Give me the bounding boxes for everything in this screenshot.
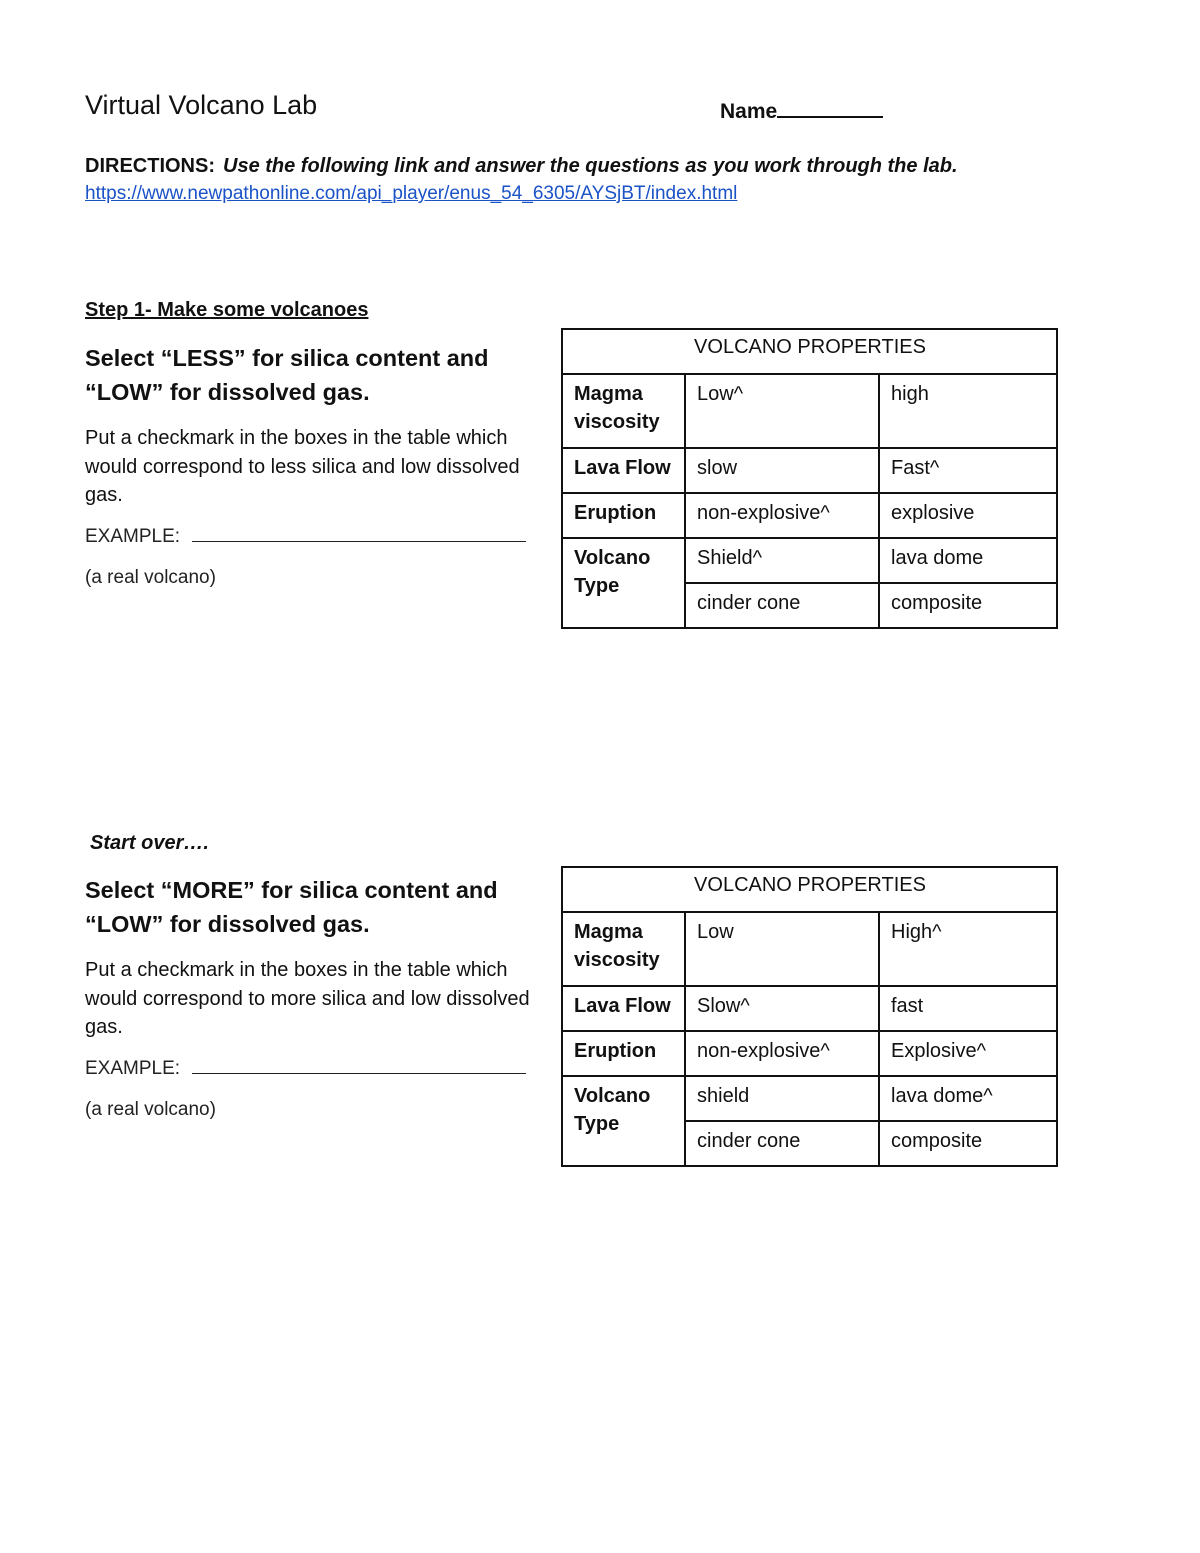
- table-cell[interactable]: explosive: [879, 493, 1057, 538]
- table-cell[interactable]: Low: [685, 912, 879, 986]
- table-cell[interactable]: fast: [879, 986, 1057, 1031]
- start-over-label: Start over….: [90, 832, 209, 854]
- row-label-lava-flow: Lava Flow: [562, 986, 685, 1031]
- row-label-lava-flow: Lava Flow: [562, 448, 685, 493]
- table-header: VOLCANO PROPERTIES: [562, 329, 1057, 374]
- example-blank[interactable]: [192, 527, 526, 542]
- row-label-eruption: Eruption: [562, 493, 685, 538]
- select-heading-less: Select “LESS” for silica content and “LOW” for dissolved gas.: [85, 345, 489, 405]
- instructions-more: Put a checkmark in the boxes in the table which would correspond to more silica and low dissolved gas.: [85, 959, 530, 1038]
- table-cell[interactable]: cinder cone: [685, 583, 879, 628]
- directions: [85, 155, 958, 178]
- page-title: Virtual Volcano Lab: [85, 90, 318, 120]
- table-cell[interactable]: composite: [879, 1121, 1057, 1166]
- table-cell[interactable]: non-explosive^: [685, 493, 879, 538]
- row-label-volcano-type: Volcano Type: [562, 538, 685, 628]
- row-label-volcano-type: Volcano Type: [562, 1076, 685, 1166]
- example-label: EXAMPLE:: [85, 1058, 181, 1079]
- select-heading-more: Select “MORE” for silica content and “LOW” for dissolved gas.: [85, 877, 498, 937]
- table-cell[interactable]: cinder cone: [685, 1121, 879, 1166]
- table-cell[interactable]: composite: [879, 583, 1057, 628]
- name-field[interactable]: [720, 96, 883, 124]
- table-header: VOLCANO PROPERTIES: [562, 867, 1057, 912]
- table-cell[interactable]: lava dome^: [879, 1076, 1057, 1121]
- lab-link[interactable]: https://www.newpathonline.com/api_player/enus_54_6305/AYSjBT/index.html: [85, 183, 738, 204]
- instructions-less: Put a checkmark in the boxes in the table which would correspond to less silica and low dissolved gas.: [85, 427, 520, 506]
- row-label-magma-viscosity: Magma viscosity: [562, 912, 685, 986]
- name-blank[interactable]: [777, 96, 883, 118]
- directions-text: Use the following link and answer the questions as you work through the lab.: [223, 155, 958, 177]
- table-cell[interactable]: Low^: [685, 374, 879, 448]
- real-volcano-note: (a real volcano): [85, 1099, 216, 1120]
- table-cell[interactable]: non-explosive^: [685, 1031, 879, 1076]
- volcano-properties-table-1: [561, 328, 1058, 629]
- step-heading: Step 1- Make some volcanoes: [85, 299, 369, 321]
- example-field-2[interactable]: [85, 1058, 526, 1080]
- table-cell[interactable]: slow: [685, 448, 879, 493]
- real-volcano-note: (a real volcano): [85, 567, 216, 588]
- table-cell[interactable]: Fast^: [879, 448, 1057, 493]
- row-label-eruption: Eruption: [562, 1031, 685, 1076]
- name-label: Name: [720, 100, 778, 123]
- table-cell[interactable]: lava dome: [879, 538, 1057, 583]
- example-blank[interactable]: [192, 1059, 526, 1074]
- volcano-properties-table-2: [561, 866, 1058, 1167]
- row-label-magma-viscosity: Magma viscosity: [562, 374, 685, 448]
- table-cell[interactable]: High^: [879, 912, 1057, 986]
- example-field-1[interactable]: [85, 526, 526, 548]
- table-cell[interactable]: Slow^: [685, 986, 879, 1031]
- table-cell[interactable]: Shield^: [685, 538, 879, 583]
- directions-label: DIRECTIONS:: [85, 155, 215, 177]
- table-cell[interactable]: high: [879, 374, 1057, 448]
- table-cell[interactable]: Explosive^: [879, 1031, 1057, 1076]
- example-label: EXAMPLE:: [85, 526, 181, 547]
- table-cell[interactable]: shield: [685, 1076, 879, 1121]
